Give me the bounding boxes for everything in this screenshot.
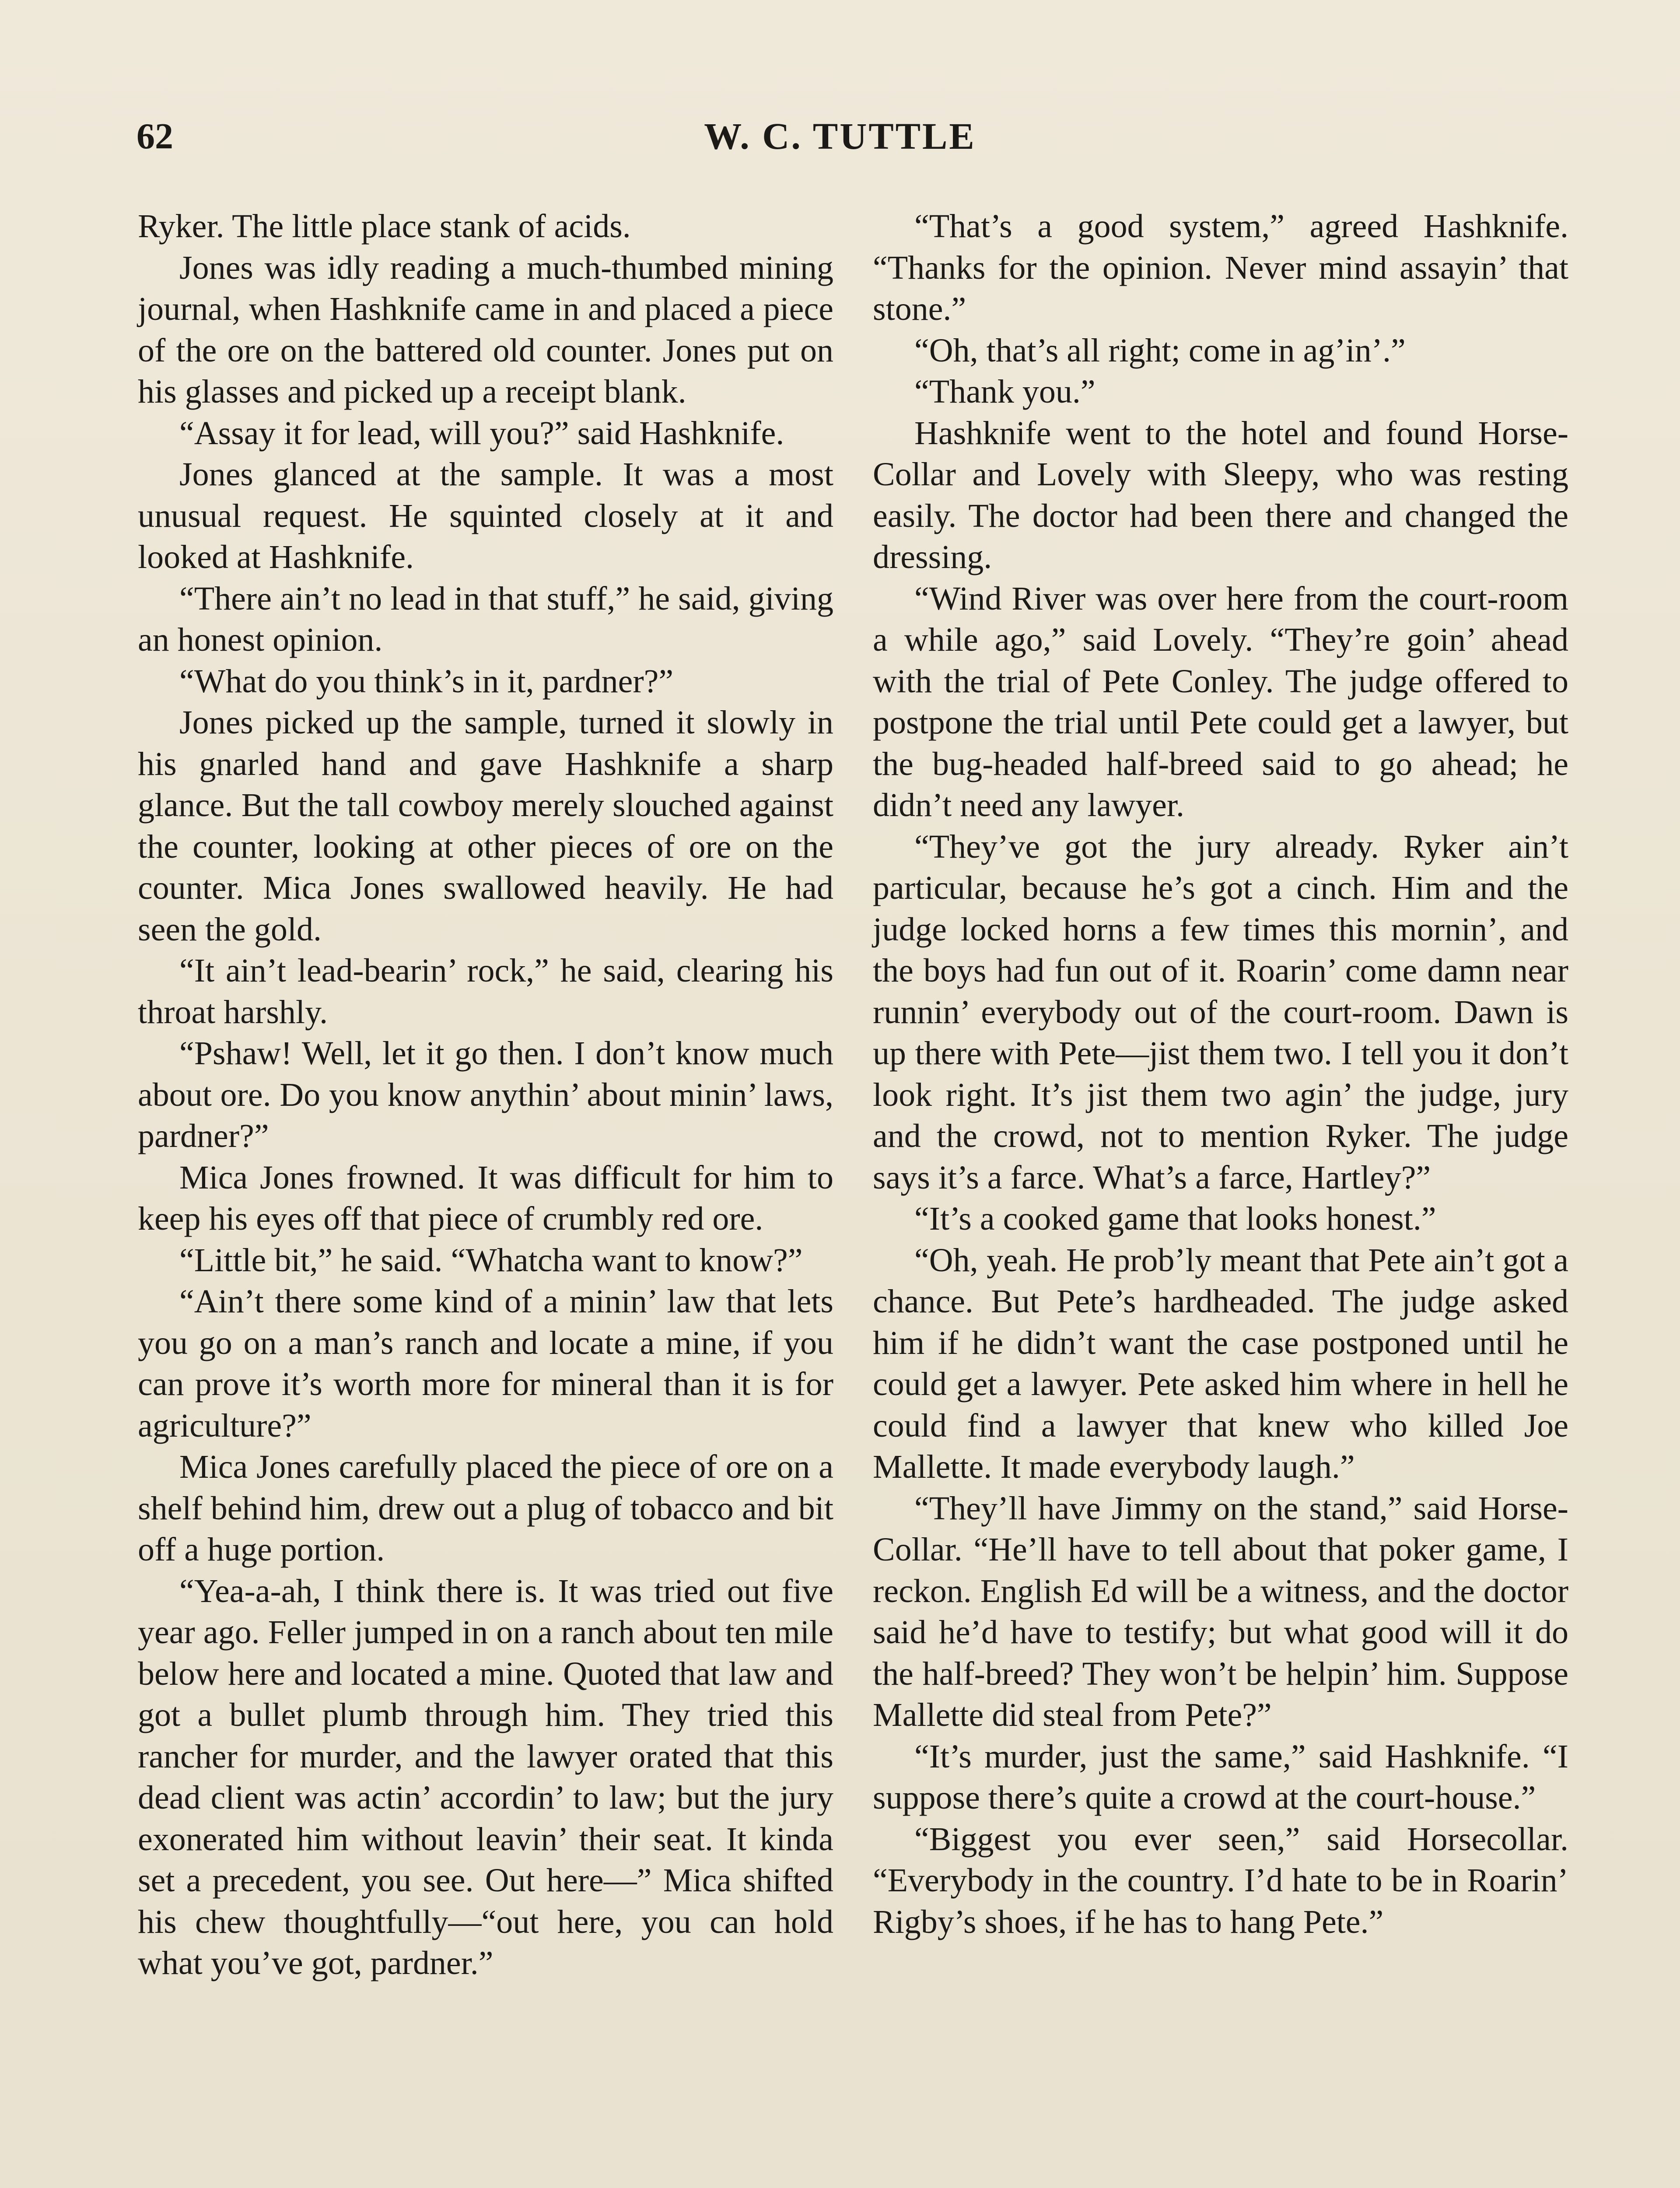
paragraph: “Ain’t there some kind of a minin’ law that lets you go on a man’s ranch and locate a mine, if you can prove it’s worth more for mineral than it is for agriculture?”	[138, 1283, 833, 1444]
paragraph: “Assay it for lead, will you?” said Hashknife.	[179, 414, 784, 452]
paragraph: Mica Jones frowned. It was difficult for him to keep his eyes off that piece of crumbly red ore.	[138, 1159, 833, 1237]
paragraph: Jones glanced at the sample. It was a most unusual request. He squinted closely at it and looked at Hashknife.	[138, 456, 833, 575]
running-head: W. C. TUTTLE	[704, 115, 976, 157]
paragraph: “Oh, that’s all right; come in ag’in’.”	[914, 332, 1406, 369]
paragraph: “It’s murder, just the same,” said Hashknife. “I suppose there’s quite a crowd at the court-house.”	[873, 1738, 1568, 1816]
paragraph: Mica Jones carefully placed the piece of ore on a shelf behind him, drew out a plug of tobacco and bit off a huge portion.	[138, 1448, 833, 1568]
paragraph: “Yea-a-ah, I think there is. It was tried out five year ago. Feller jumped in on a ranch about ten mile below here and located a mine. Quoted that law and got a bullet plumb through him. They tried this rancher for murder, and the lawyer orated that this dead client was actin’ accordin’ to law; but the jury exonerated him without leavin’ their seat. It kinda set a precedent, you see. Out here—” Mica shifted his chew thoughtfully—“out here, you can hold what you’ve got, pardner.”	[138, 1572, 833, 1981]
paragraph: “There ain’t no lead in that stuff,” he said, giving an honest opinion.	[138, 580, 833, 658]
paragraph: Jones picked up the sample, turned it slowly in his gnarled hand and gave Hashknife a sharp glance. But the tall cowboy merely slouched against the counter, looking at other pieces of ore on the counter. Mica Jones swallowed heavily. He had seen the gold.	[138, 704, 833, 948]
paragraph: “Wind River was over here from the court-room a while ago,” said Lovely. “They’re goin’ ahead with the trial of Pete Conley. The judge offered to postpone the trial until Pete could get a lawyer, but the bug-headed half-breed said to go ahead; he didn’t need any lawyer.	[873, 580, 1568, 824]
paragraph: “Thank you.”	[914, 373, 1096, 410]
paragraph: Ryker. The little place stank of acids.	[138, 208, 631, 245]
paragraph: “Little bit,” he said. “Whatcha want to know?”	[179, 1241, 803, 1279]
paragraph: “Oh, yeah. He prob’ly meant that Pete ain’t got a chance. But Pete’s hardheaded. The judge asked him if he didn’t want the case postponed until he could get a lawyer. Pete asked him where in hell he could find a lawyer that knew who killed Joe Mallette. It made everybody laugh.”	[873, 1241, 1568, 1485]
paragraph: “They’ve got the jury already. Ryker ain’t particular, because he’s got a cinch. Him and the judge locked horns a few times this mornin’, and the boys had fun out of it. Roarin’ come damn near runnin’ everybody out of the court-room. Dawn is up there with Pete—jist them two. I tell you it don’t look right. It’s jist them two agin’ the judge, jury and the crowd, not to mention Ryker. The judge says it’s a farce. What’s a farce, Hartley?”	[873, 828, 1568, 1196]
paragraph: “It’s a cooked game that looks honest.”	[914, 1200, 1436, 1237]
paragraph: Jones was idly reading a much-thumbed mining journal, when Hashknife came in and placed a piece of the ore on the battered old counter. Jones put on his glasses and picked up a receipt blank.	[138, 249, 833, 410]
paragraph: “It ain’t lead-bearin’ rock,” he said, clearing his throat harshly.	[138, 952, 833, 1031]
paragraph: Hashknife went to the hotel and found Horse-Collar and Lovely with Sleepy, who was resting easily. The doctor had been there and changed the dressing.	[873, 414, 1568, 575]
paragraph: “They’ll have Jimmy on the stand,” said Horse-Collar. “He’ll have to tell about that poker game, I reckon. English Ed will be a witness, and the doctor said he’d have to testify; but what good will it do the half-breed? They won’t be helpin’ him. Suppose Mallette did steal from Pete?”	[873, 1490, 1568, 1733]
paragraph: “Pshaw! Well, let it go then. I don’t know much about ore. Do you know anythin’ about minin’ laws, pardner?”	[138, 1035, 833, 1154]
page-number: 62	[136, 116, 173, 157]
right-column	[873, 206, 1568, 1943]
paragraph: “Biggest you ever seen,” said Horsecollar. “Everybody in the country. I’d hate to be in Roarin’ Rigby’s shoes, if he has to hang Pete.”	[873, 1820, 1568, 1940]
paragraph: “What do you think’s in it, pardner?”	[179, 663, 674, 700]
paragraph: “That’s a good system,” agreed Hashknife. “Thanks for the opinion. Never mind assayin’ that stone.”	[873, 208, 1568, 327]
left-column	[138, 206, 833, 1984]
